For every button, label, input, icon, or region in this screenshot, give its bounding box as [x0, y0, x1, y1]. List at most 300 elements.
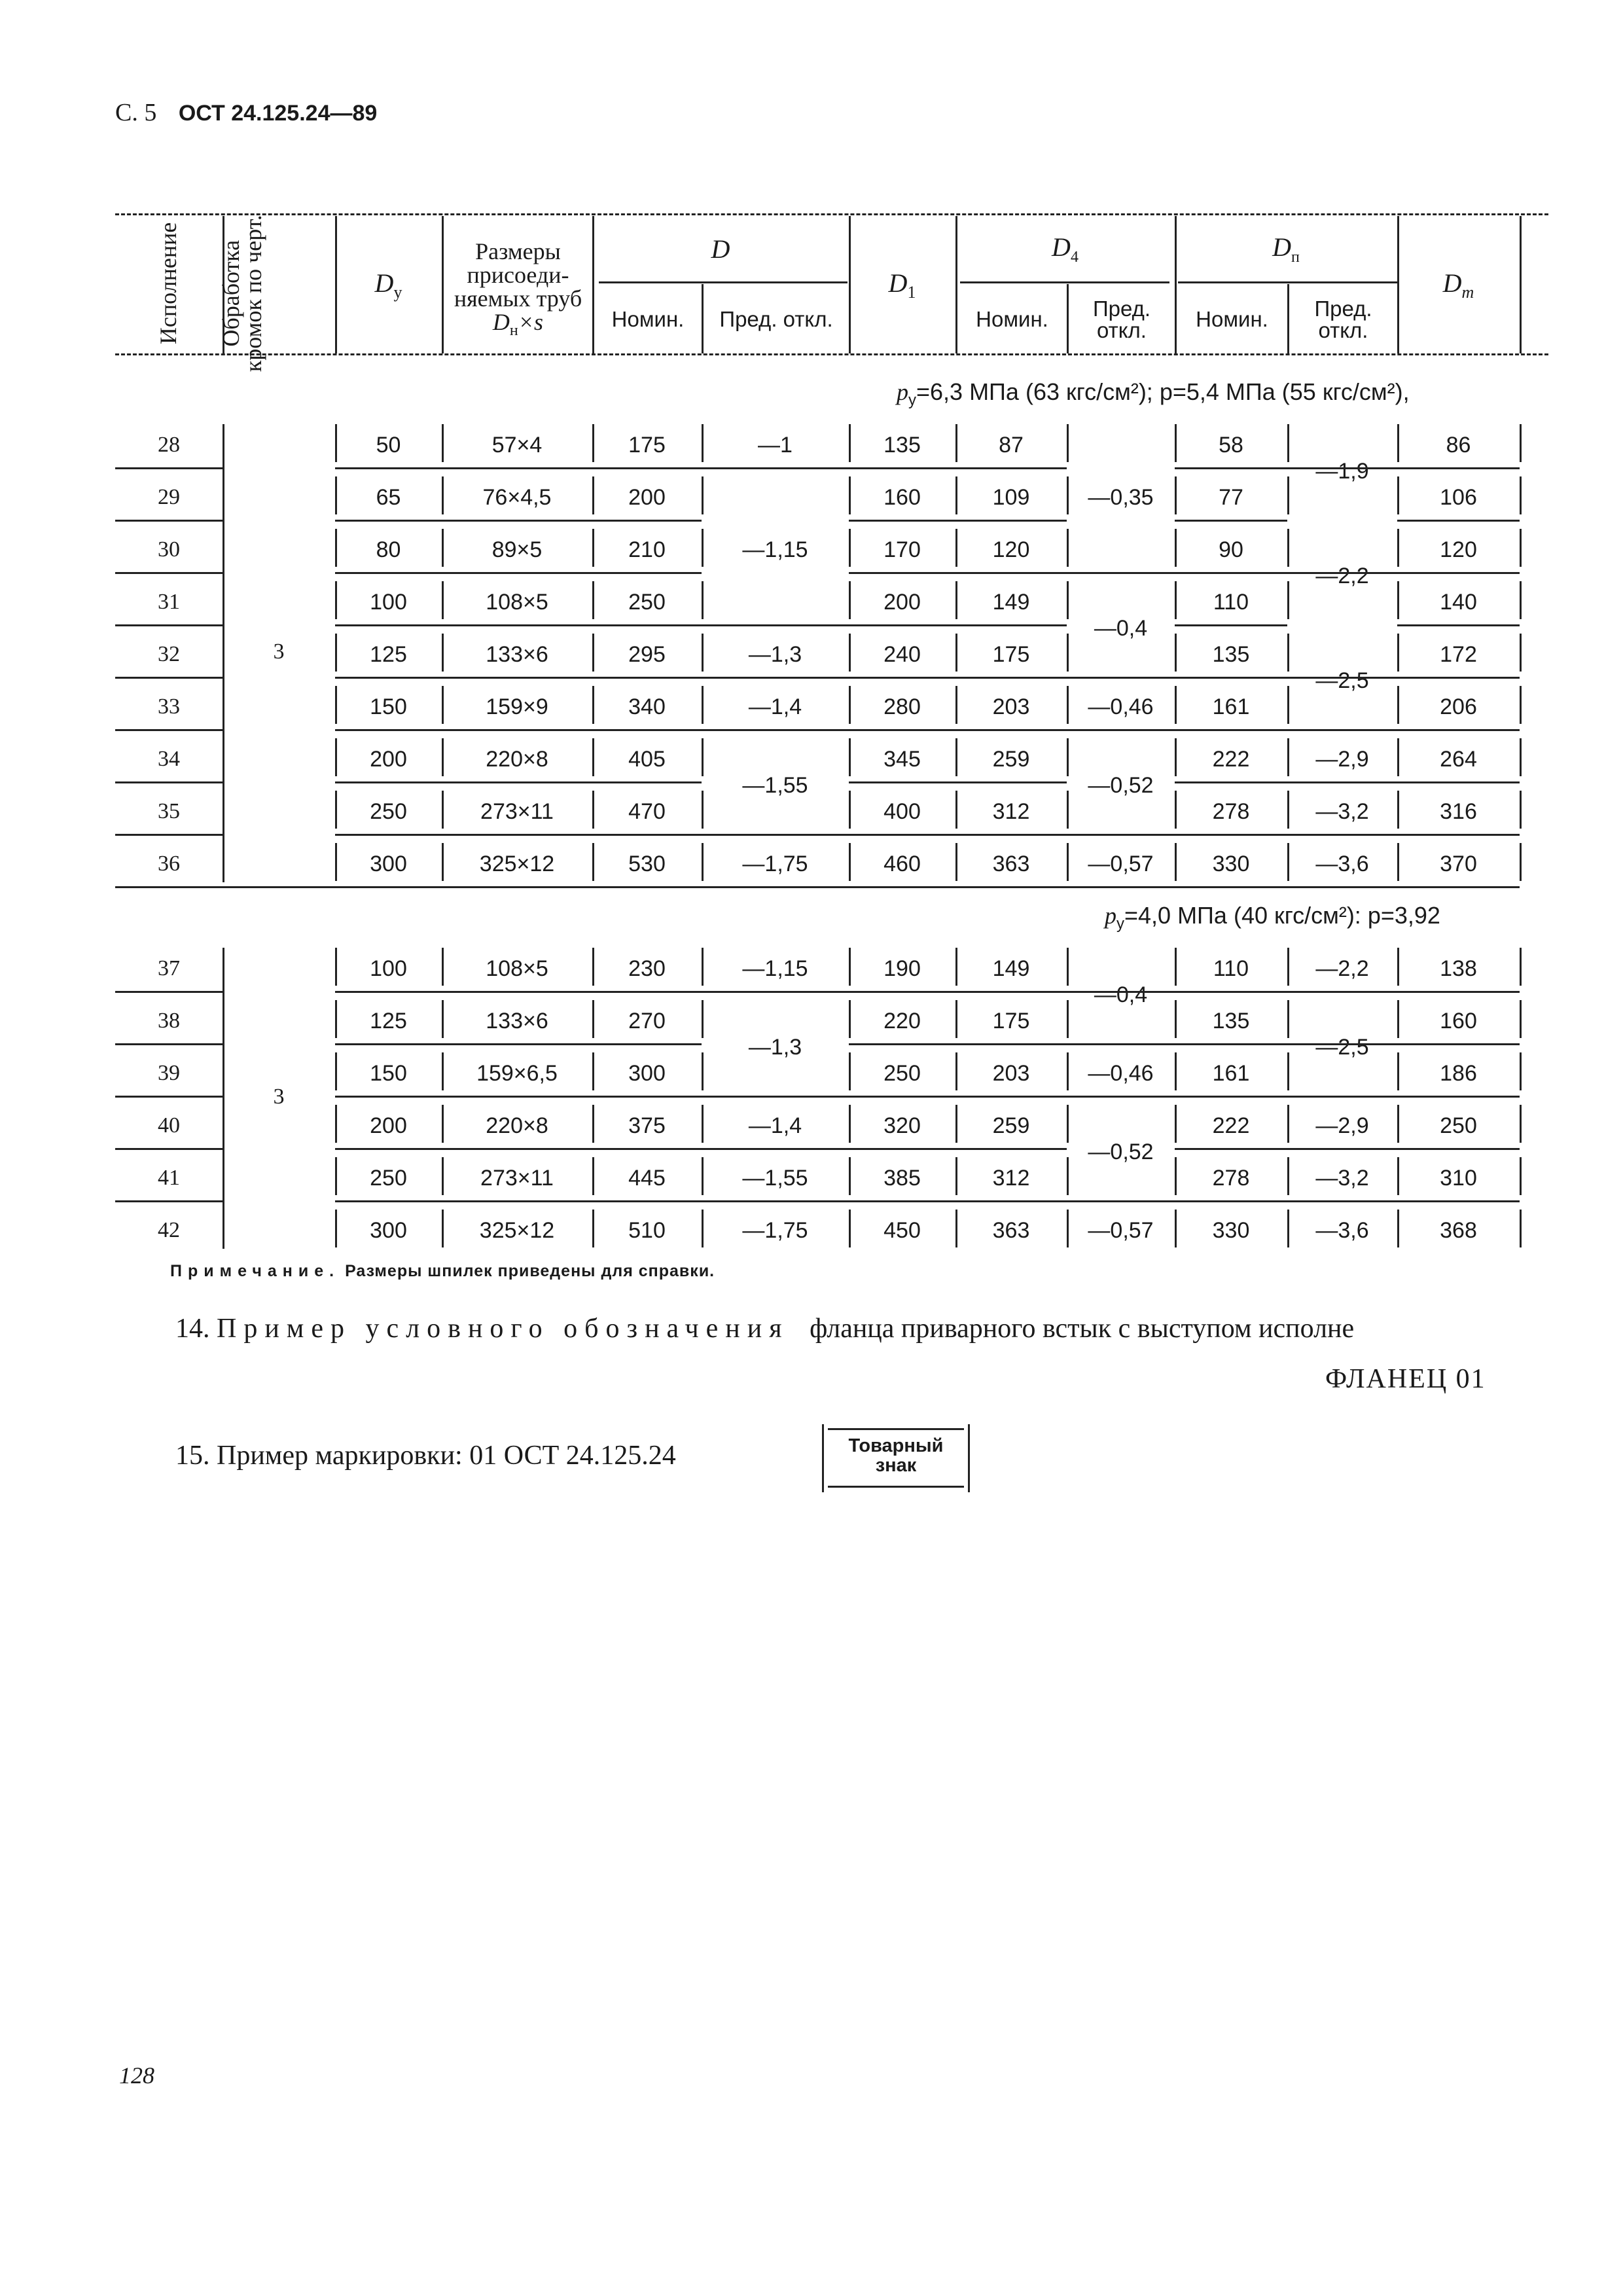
column-rule	[592, 1052, 594, 1090]
column-rule	[1520, 948, 1522, 986]
table-cell: 133×6	[486, 1008, 548, 1033]
row-rule	[1175, 1148, 1520, 1150]
table-cell: 312	[992, 798, 1030, 824]
designation-example: ФЛАНЕЦ 01	[1325, 1364, 1486, 1394]
column-rule	[702, 1000, 704, 1038]
table-cell: 230	[628, 956, 666, 981]
column-rule	[955, 634, 957, 672]
table-cell: 57×4	[491, 432, 543, 457]
column-rule	[1287, 686, 1289, 724]
column-rule	[1175, 1105, 1177, 1143]
row-number: 39	[158, 1061, 180, 1085]
column-rule	[955, 843, 957, 881]
column-rule	[955, 1105, 957, 1143]
column-rule	[1520, 634, 1522, 672]
column-rule	[1397, 738, 1399, 776]
table-cell: 100	[370, 956, 407, 981]
table-cell: —3,2	[1315, 798, 1369, 824]
table-cell: 135	[1212, 641, 1250, 667]
merged-tolerance-cell: —1,3	[748, 1034, 802, 1060]
row-number: 38	[158, 1009, 180, 1033]
column-rule	[1175, 634, 1177, 672]
table-cell: 86	[1446, 432, 1471, 457]
table-cell: 210	[628, 537, 666, 562]
row-number: 37	[158, 956, 180, 980]
column-rule	[955, 1000, 957, 1038]
column-rule	[1067, 738, 1069, 776]
table-cell: —0,57	[1088, 851, 1154, 876]
table-cell: 170	[883, 537, 921, 562]
table-cell: 125	[370, 641, 407, 667]
table-cell: 109	[992, 484, 1030, 510]
paragraph-14: 14. Пример условного обозначения фланца приварного встык с выступом исполне	[175, 1314, 1355, 1344]
header-d4-nomin: Номин.	[976, 307, 1048, 331]
section1-pressure: $р_у=6,3$ МПа (63 кгс/см²); р=5,4 МПа (55 кгс/см²),	[897, 378, 1410, 410]
table-cell: 316	[1440, 798, 1477, 824]
row-number: 32	[158, 642, 180, 666]
standard-code: ОСТ 24.125.24—89	[178, 101, 378, 126]
column-rule	[592, 424, 594, 462]
table-cell: 110	[1213, 956, 1249, 981]
column-rule	[1397, 843, 1399, 881]
column-rule	[702, 1052, 704, 1090]
header-vrule	[1520, 216, 1522, 353]
column-rule	[1067, 476, 1069, 514]
column-rule	[1175, 476, 1177, 514]
column-rule	[592, 1157, 594, 1195]
column-rule	[1175, 581, 1177, 619]
table-cell: 106	[1440, 484, 1477, 510]
column-rule	[1287, 424, 1289, 462]
column-rule	[592, 1210, 594, 1247]
column-rule	[1067, 686, 1069, 724]
column-rule	[1175, 1000, 1177, 1038]
table-cell: 150	[370, 1060, 407, 1086]
row-rule	[335, 572, 702, 574]
column-rule	[335, 791, 337, 829]
header-d4-pred-otkl: Пред. откл.	[1092, 296, 1151, 342]
column-rule	[592, 529, 594, 567]
table-cell: 133×6	[486, 641, 548, 667]
table-cell: 190	[883, 956, 921, 981]
column-rule	[592, 1105, 594, 1143]
table-cell: —1,55	[742, 1165, 808, 1191]
column-rule	[1397, 686, 1399, 724]
row-rule	[335, 467, 1067, 469]
table-cell: 90	[1219, 537, 1243, 562]
column-rule	[592, 738, 594, 776]
table-cell: 510	[628, 1217, 666, 1243]
column-rule	[1397, 1052, 1399, 1090]
column-rule	[1520, 686, 1522, 724]
column-rule	[1067, 1210, 1069, 1247]
column-rule	[702, 476, 704, 514]
table-cell: 120	[1440, 537, 1477, 562]
table-cell: 368	[1440, 1217, 1477, 1243]
table-cell: 259	[992, 1113, 1030, 1138]
table-cell: 250	[1440, 1113, 1477, 1138]
row-rule	[335, 677, 1520, 679]
table-cell: 312	[992, 1165, 1030, 1191]
column-rule	[702, 843, 704, 881]
column-rule	[1520, 1105, 1522, 1143]
column-rule	[1397, 1000, 1399, 1038]
header-top-rule	[115, 213, 1548, 215]
column-rule	[335, 1210, 337, 1247]
column-rule	[335, 1105, 337, 1143]
section2-pressure: $р_у=4,0$ МПа (40 кгс/см²): р=3,92	[1105, 902, 1440, 933]
column-rule	[702, 634, 704, 672]
header-dn-nomin: Номин.	[1196, 307, 1268, 331]
table-cell: 76×4,5	[482, 484, 552, 510]
column-rule	[1067, 1157, 1069, 1195]
row-rule	[335, 834, 1520, 836]
table-cell: —1,4	[748, 694, 802, 719]
table-cell: 222	[1212, 1113, 1250, 1138]
column-rule	[1287, 843, 1289, 881]
column-rule	[849, 476, 851, 514]
row-number: 34	[158, 747, 180, 771]
column-rule	[849, 843, 851, 881]
column-rule	[702, 738, 704, 776]
table-cell: 445	[628, 1165, 666, 1191]
column-rule	[849, 581, 851, 619]
column-rule	[1397, 791, 1399, 829]
row-number: 30	[158, 537, 180, 562]
header-d-pred-otkl: Пред. откл.	[719, 307, 833, 331]
column-rule	[955, 1157, 957, 1195]
table-cell: 400	[883, 798, 921, 824]
column-rule	[702, 581, 704, 619]
column-rule	[1287, 1052, 1289, 1090]
table-cell: —1,75	[742, 1217, 808, 1243]
row-rule	[115, 781, 223, 783]
header-bottom-rule	[115, 353, 1548, 355]
column-rule	[849, 948, 851, 986]
table-cell: 370	[1440, 851, 1477, 876]
table-cell: —1	[758, 432, 793, 457]
column-rule	[1520, 1052, 1522, 1090]
column-rule	[442, 581, 444, 619]
column-rule	[702, 529, 704, 567]
table-cell: 150	[370, 694, 407, 719]
table-cell: 300	[370, 1217, 407, 1243]
row-rule	[1175, 624, 1287, 626]
table-cell: 363	[992, 851, 1030, 876]
table-cell: 405	[628, 746, 666, 772]
table-cell: 77	[1219, 484, 1243, 510]
row-rule	[335, 1096, 1520, 1098]
merged-tolerance-cell: —0,52	[1088, 1139, 1154, 1164]
table-cell: —3,2	[1315, 1165, 1369, 1191]
column-rule	[1520, 424, 1522, 462]
merged-tolerance-cell: —0,4	[1094, 982, 1148, 1007]
table-cell: 200	[370, 746, 407, 772]
column-rule	[1067, 791, 1069, 829]
column-rule	[849, 1052, 851, 1090]
header-dm: $D_m$	[1442, 268, 1474, 302]
table-cell: 159×9	[486, 694, 548, 719]
column-rule	[1287, 738, 1289, 776]
row-rule	[115, 834, 223, 836]
row-rule	[115, 729, 223, 731]
merged-tolerance-cell: —2,5	[1315, 668, 1369, 693]
merged-tolerance-cell: —1,55	[742, 772, 808, 798]
column-rule	[955, 686, 957, 724]
column-rule	[1520, 843, 1522, 881]
column-rule	[1175, 424, 1177, 462]
column-rule	[1520, 791, 1522, 829]
table-cell: —2,2	[1315, 956, 1369, 981]
merged-tolerance-cell: —2,2	[1315, 563, 1369, 588]
column-rule	[1287, 1105, 1289, 1143]
row-rule	[1175, 781, 1520, 783]
table-cell: 110	[1213, 589, 1249, 615]
table-cell: 310	[1440, 1165, 1477, 1191]
column-rule	[1175, 791, 1177, 829]
column-rule	[1287, 1210, 1289, 1247]
column-rule	[955, 529, 957, 567]
column-rule	[442, 1105, 444, 1143]
column-rule	[1287, 529, 1289, 567]
column-rule	[335, 1052, 337, 1090]
table-note: Примечание. Размеры шпилек приведены для справки.	[170, 1262, 715, 1280]
row-rule	[849, 520, 1067, 522]
row-rule	[1397, 520, 1520, 522]
table-cell: 161	[1212, 694, 1250, 719]
table-cell: 108×5	[486, 589, 548, 615]
column-rule	[442, 476, 444, 514]
column-rule	[849, 1157, 851, 1195]
header-dn-rule	[1178, 281, 1397, 283]
column-rule	[442, 843, 444, 881]
column-rule	[955, 476, 957, 514]
column-rule	[955, 424, 957, 462]
table-cell: 280	[883, 694, 921, 719]
row-rule	[335, 1043, 702, 1045]
table-cell: —3,6	[1315, 1217, 1369, 1243]
column-rule	[955, 581, 957, 619]
table-cell: 159×6,5	[476, 1060, 558, 1086]
table-cell: 330	[1212, 851, 1250, 876]
header-dy: $D_у$	[374, 268, 402, 302]
column-rule	[1520, 581, 1522, 619]
column-rule	[1397, 424, 1399, 462]
row-number: 29	[158, 485, 180, 509]
table-cell: 300	[628, 1060, 666, 1086]
paragraph-15: 15. Пример маркировки: 01 ОСТ 24.125.24	[175, 1441, 676, 1471]
column-rule	[442, 738, 444, 776]
column-rule	[849, 424, 851, 462]
row-rule	[335, 1200, 1520, 1202]
column-rule	[849, 529, 851, 567]
column-rule	[335, 948, 337, 986]
table-cell: 160	[883, 484, 921, 510]
table-cell: 273×11	[480, 1165, 554, 1191]
row-rule	[849, 1043, 1520, 1045]
table-cell: 259	[992, 746, 1030, 772]
column-rule	[702, 791, 704, 829]
table-cell: 172	[1440, 641, 1477, 667]
column-rule	[592, 476, 594, 514]
column-rule	[335, 476, 337, 514]
row-rule	[335, 991, 1520, 993]
table-cell: 340	[628, 694, 666, 719]
column-rule	[592, 686, 594, 724]
table-cell: 220	[883, 1008, 921, 1033]
row-rule	[115, 1043, 223, 1045]
table-cell: 385	[883, 1165, 921, 1191]
column-rule	[1175, 738, 1177, 776]
table-cell: 375	[628, 1113, 666, 1138]
row-rule	[115, 991, 223, 993]
column-rule	[849, 1105, 851, 1143]
table-cell: 87	[999, 432, 1024, 457]
table-cell: 530	[628, 851, 666, 876]
row-rule	[115, 467, 223, 469]
header-d4: $D_4$	[1052, 232, 1079, 266]
table-cell: 222	[1212, 746, 1250, 772]
column-rule	[849, 1210, 851, 1247]
table-cell: 125	[370, 1008, 407, 1033]
column-rule	[1287, 791, 1289, 829]
row-number: 28	[158, 433, 180, 457]
table-cell: —0,57	[1088, 1217, 1154, 1243]
row-rule	[335, 781, 702, 783]
column-rule	[1067, 424, 1069, 462]
column-rule	[442, 424, 444, 462]
table-cell: 203	[992, 694, 1030, 719]
column-rule	[702, 424, 704, 462]
row-number: 41	[158, 1166, 180, 1190]
column-rule	[442, 1000, 444, 1038]
table-cell: —1,15	[742, 537, 808, 562]
table-cell: 200	[370, 1113, 407, 1138]
column-rule	[1397, 634, 1399, 672]
row-rule	[115, 677, 223, 679]
trademark-box: Товарный знак	[822, 1424, 970, 1492]
column-rule	[1287, 1157, 1289, 1195]
column-rule	[1067, 1052, 1069, 1090]
table-cell: 175	[628, 432, 666, 457]
table-cell: 250	[883, 1060, 921, 1086]
column-rule	[1520, 1157, 1522, 1195]
column-rule	[702, 948, 704, 986]
merged-tolerance-cell: —0,4	[1094, 615, 1148, 641]
table-cell: 149	[992, 956, 1030, 981]
table-cell: —2,9	[1315, 1113, 1369, 1138]
merged-tolerance-cell: —1,9	[1315, 458, 1369, 484]
table-cell: 270	[628, 1008, 666, 1033]
obrabotka-value: 3	[273, 639, 285, 664]
table-cell: 58	[1219, 432, 1243, 457]
merged-tolerance-cell: —0,35	[1088, 484, 1154, 510]
column-rule	[223, 424, 224, 882]
table-cell: 325×12	[479, 1217, 555, 1243]
column-rule	[592, 843, 594, 881]
column-rule	[335, 738, 337, 776]
column-rule	[592, 634, 594, 672]
column-rule	[442, 529, 444, 567]
column-rule	[955, 1052, 957, 1090]
column-rule	[1397, 948, 1399, 986]
column-rule	[442, 791, 444, 829]
table-cell: 460	[883, 851, 921, 876]
column-rule	[1175, 948, 1177, 986]
table-cell: 206	[1440, 694, 1477, 719]
table-cell: 240	[883, 641, 921, 667]
column-rule	[1520, 1210, 1522, 1247]
table-cell: 89×5	[491, 537, 543, 562]
row-rule	[115, 520, 223, 522]
column-rule	[1520, 529, 1522, 567]
table-cell: 278	[1212, 1165, 1250, 1191]
table-cell: —1,15	[742, 956, 808, 981]
row-rule	[115, 1096, 223, 1098]
merged-tolerance-cell: —2,5	[1315, 1034, 1369, 1060]
column-rule	[1287, 948, 1289, 986]
column-rule	[849, 634, 851, 672]
row-rule	[1175, 467, 1520, 469]
column-rule	[1175, 843, 1177, 881]
table-cell: 200	[883, 589, 921, 615]
row-rule	[1175, 572, 1520, 574]
column-rule	[1175, 1210, 1177, 1247]
column-rule	[335, 1000, 337, 1038]
header-dn-pred-otkl: Пред. откл.	[1314, 296, 1372, 342]
column-rule	[442, 1157, 444, 1195]
table-cell: 300	[370, 851, 407, 876]
column-rule	[702, 1210, 704, 1247]
column-rule	[335, 529, 337, 567]
column-rule	[335, 424, 337, 462]
column-rule	[442, 686, 444, 724]
column-rule	[849, 791, 851, 829]
row-rule	[1175, 520, 1287, 522]
table-cell: 65	[376, 484, 401, 510]
column-rule	[1067, 529, 1069, 567]
column-rule	[1067, 1000, 1069, 1038]
column-rule	[442, 634, 444, 672]
table-cell: 363	[992, 1217, 1030, 1243]
column-rule	[592, 948, 594, 986]
row-rule	[115, 886, 1520, 888]
column-rule	[592, 1000, 594, 1038]
table-cell: —1,3	[748, 641, 802, 667]
table-cell: 250	[628, 589, 666, 615]
header-obrabotka: Обработка кромок по черт.	[217, 215, 266, 372]
row-rule	[1397, 624, 1520, 626]
row-rule	[335, 729, 1520, 731]
row-rule	[115, 1148, 223, 1150]
column-rule	[1397, 529, 1399, 567]
column-rule	[592, 581, 594, 619]
row-rule	[115, 572, 223, 574]
table-cell: 220×8	[486, 746, 548, 772]
column-rule	[442, 948, 444, 986]
row-rule	[335, 1148, 1067, 1150]
column-rule	[849, 738, 851, 776]
column-rule	[1287, 634, 1289, 672]
table-cell: 175	[992, 1008, 1030, 1033]
column-rule	[955, 1210, 957, 1247]
column-rule	[702, 1157, 704, 1195]
column-rule	[1067, 1105, 1069, 1143]
column-rule	[335, 843, 337, 881]
column-rule	[1287, 1000, 1289, 1038]
table-cell: 345	[883, 746, 921, 772]
table-cell: 100	[370, 589, 407, 615]
